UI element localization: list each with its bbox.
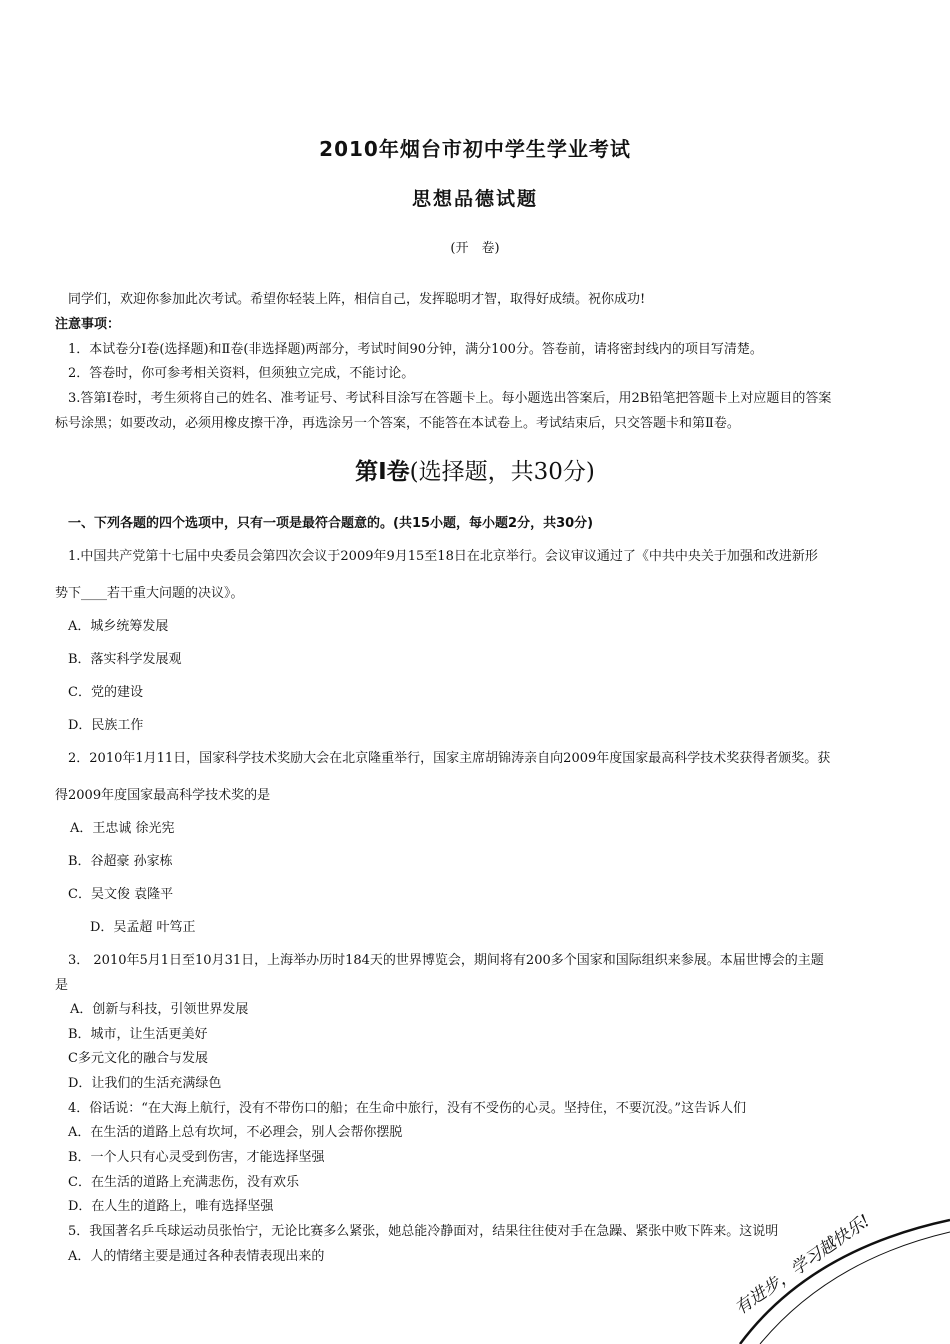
section-title-bold: 第Ⅰ卷: [355, 459, 410, 485]
q1-option-d: D．民族工作: [68, 718, 144, 733]
q1-stem: 1.中国共产党第十七届中央委员会第四次会议于2009年9月15至18日在北京举行。会议审议通过了《中共中央关于加强和改进新形: [68, 549, 818, 564]
q1-stem-cont: 势下____若干重大问题的决议》。: [55, 586, 244, 601]
q1-option-c: C．党的建设: [68, 685, 143, 700]
q1-option-a: A．城乡统筹发展: [68, 619, 169, 634]
notice-item-2: 2．答卷时，你可参考相关资料，但须独立完成，不能讨论。: [68, 366, 415, 381]
watermark-slogan: 有进步，学习越快乐!: [731, 1211, 874, 1320]
q3-option-a: A．创新与科技，引领世界发展: [70, 1002, 249, 1017]
q3-stem: 3． 2010年5月1日至10月31日，上海举办历时184天的世界博览会，期间将有200多个国家和国际组织来参展。本届世博会的主题: [68, 953, 824, 968]
section-title: [0, 453, 950, 486]
q5-option-a: A．人的情绪主要是通过各种表情表现出来的: [68, 1249, 325, 1264]
notice-item-3: 3.答第Ⅰ卷时，考生须将自己的姓名、准考证号、考试科目涂写在答题卡上。每小题选出答案后，用2B铅笔把答题卡上对应题目的答案: [68, 391, 832, 406]
q2-option-d: D．吴孟超 叶笃正: [90, 920, 196, 935]
q3-option-d: D．让我们的生活充满绿色: [68, 1076, 222, 1091]
exam-mode: (开 卷): [450, 241, 500, 256]
q4-option-c: C．在生活的道路上充满悲伤，没有欢乐: [68, 1175, 299, 1190]
q3-stem-cont: 是: [55, 978, 69, 993]
q4-option-a: A．在生活的道路上总有坎坷，不必理会，别人会帮你摆脱: [68, 1125, 403, 1140]
q3-option-c: C多元文化的融合与发展: [68, 1051, 208, 1066]
q2-stem: 2．2010年1月11日，国家科学技术奖励大会在北京隆重举行，国家主席胡锦涛亲自向2009年度国家最高科学技术奖获得者颁奖。获: [68, 751, 831, 766]
q4-stem: 4．俗话说：“在大海上航行，没有不带伤口的船；在生命中旅行，没有不受伤的心灵。坚持住，不要沉没。”这告诉人们: [68, 1101, 747, 1116]
section-title-rest: (选择题，共30分): [409, 459, 595, 485]
notice-title: 注意事项：: [55, 317, 121, 332]
notice-item-1: 1．本试卷分Ⅰ卷(选择题)和Ⅱ卷(非选择题)两部分，考试时间90分钟，满分100分。答卷前，请将密封线内的项目写清楚。: [68, 342, 763, 357]
q2-option-c: C．吴文俊 袁隆平: [68, 887, 174, 902]
greeting: 同学们，欢迎你参加此次考试。希望你轻装上阵，相信自己，发挥聪明才智，取得好成绩。祝你成功!: [68, 292, 646, 307]
exam-subtitle: 思想品德试题: [411, 188, 538, 210]
watermark-slogan-graphic: [720, 1190, 950, 1344]
section-instruction: 一、下列各题的四个选项中，只有一项是最符合题意的。(共15小题，每小题2分，共30分): [68, 516, 594, 531]
q2-option-b: B．谷超豪 孙家栋: [68, 854, 173, 869]
q5-stem: 5．我国著名乒乓球运动员张怡宁，无论比赛多么紧张，她总能冷静面对，结果往往使对手在急躁、紧张中败下阵来。这说明: [68, 1224, 779, 1239]
q4-option-b: B．一个人只有心灵受到伤害，才能选择坚强: [68, 1150, 325, 1165]
q4-option-d: D．在人生的道路上，唯有选择坚强: [68, 1199, 274, 1214]
q2-stem-cont: 得2009年度国家最高科学技术奖的是: [55, 788, 271, 803]
notice-item-3-cont: 标号涂黑；如要改动，必须用橡皮擦干净，再选涂另一个答案，不能答在本试卷上。考试结束后，只交答题卡和第Ⅱ卷。: [55, 416, 740, 431]
exam-title: 2010年烟台市初中学生学业考试: [319, 137, 631, 161]
q2-option-a: A．王忠诚 徐光宪: [70, 821, 175, 836]
q3-option-b: B．城市，让生活更美好: [68, 1027, 208, 1042]
q1-option-b: B．落实科学发展观: [68, 652, 182, 667]
